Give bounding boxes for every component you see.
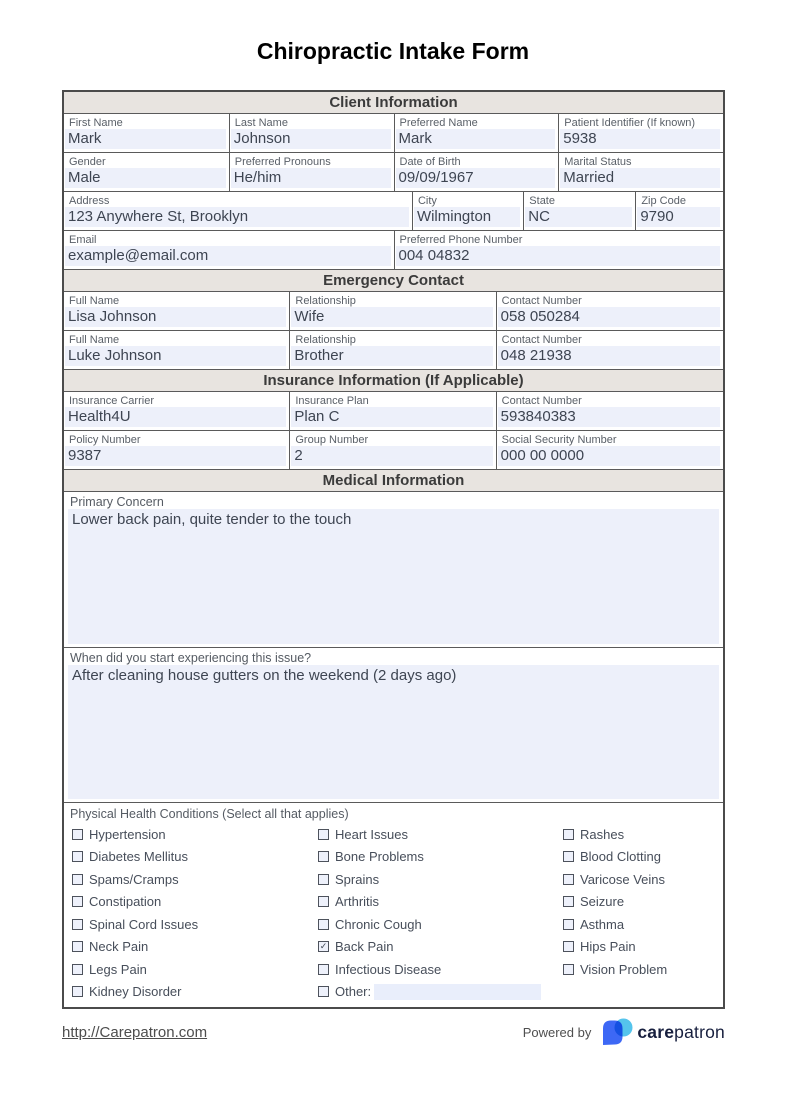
field-patient-identifier [558, 114, 723, 152]
ec1-full-name-label: Full Name [69, 295, 120, 307]
section-header-emergency-contact: Emergency Contact [64, 270, 723, 292]
state-label: State [529, 195, 555, 207]
group-number-label: Group Number [295, 434, 369, 446]
field-state [523, 192, 635, 230]
field-insurance-carrier [64, 392, 289, 430]
field-preferred-pronouns [229, 153, 394, 191]
condition-varicose-veins [563, 868, 719, 891]
ec2-contact-number-label: Contact Number [501, 334, 582, 346]
condition-heart-issues [318, 823, 563, 846]
checkbox-unchecked-icon[interactable] [563, 919, 574, 930]
condition-legs-pain [72, 958, 318, 981]
checkbox-unchecked-icon[interactable] [563, 896, 574, 907]
condition-label: Diabetes Mellitus [89, 849, 188, 865]
field-ec1-full-name [64, 292, 289, 330]
checkbox-unchecked-icon[interactable] [72, 941, 83, 952]
other-input[interactable] [374, 984, 541, 1000]
insurance-contact-number-input[interactable]: 593840383 [498, 407, 720, 427]
condition-label: Spinal Cord Issues [89, 916, 199, 932]
condition-label: Infectious Disease [335, 961, 442, 977]
ec2-relationship-label: Relationship [295, 334, 356, 346]
checkbox-unchecked-icon[interactable] [72, 986, 83, 997]
preferred-name-label: Preferred Name [399, 117, 478, 129]
condition-label: Blood Clotting [580, 849, 661, 865]
powered-by [523, 1017, 725, 1047]
city-label: City [417, 195, 437, 207]
insurance-carrier-input[interactable]: Health4U [65, 407, 286, 427]
checkbox-unchecked-icon[interactable] [72, 964, 83, 975]
condition-back-pain [318, 936, 563, 959]
checkbox-unchecked-icon[interactable] [72, 874, 83, 885]
checkmark-icon: ✓ [319, 941, 328, 952]
first-name-input[interactable]: Mark [65, 129, 226, 149]
zip-code-label: Zip Code [641, 195, 686, 207]
carepatron-link[interactable]: http://Carepatron.com [62, 1023, 208, 1041]
social-security-number-label: Social Security Number [501, 434, 617, 446]
gender-input[interactable]: Male [65, 168, 226, 188]
social-security-number-input[interactable]: 000 00 0000 [498, 446, 720, 466]
condition-vision-problem [563, 958, 719, 981]
condition-neck-pain [72, 936, 318, 959]
section-header-client-information: Client Information [64, 92, 723, 114]
field-date-of-birth [394, 153, 559, 191]
insurance-plan-label: Insurance Plan [295, 395, 369, 407]
checkbox-unchecked-icon[interactable] [72, 829, 83, 840]
field-email [64, 231, 394, 269]
ec1-relationship-label: Relationship [295, 295, 356, 307]
field-ec2-full-name [64, 331, 289, 369]
condition-label: Sprains [335, 871, 380, 887]
insurance-contact-number-label: Contact Number [501, 395, 582, 407]
conditions-column-1 [72, 823, 318, 1003]
field-marital-status [558, 153, 723, 191]
ec1-contact-number-input[interactable]: 058 050284 [498, 307, 720, 327]
page-title: Chiropractic Intake Form [256, 38, 530, 64]
checkbox-unchecked-icon[interactable] [563, 964, 574, 975]
condition-label: Seizure [580, 894, 625, 910]
condition-hypertension [72, 823, 318, 846]
city-input[interactable]: Wilmington [414, 207, 520, 227]
insurance-row-1 [64, 392, 723, 431]
condition-label: Legs Pain [89, 961, 147, 977]
checkbox-unchecked-icon[interactable] [318, 964, 329, 975]
checkbox-unchecked-icon[interactable] [318, 986, 329, 997]
checkbox-unchecked-icon[interactable] [563, 941, 574, 952]
client-row-3 [64, 192, 723, 231]
intake-form [62, 90, 725, 1009]
condition-blood-clotting [563, 846, 719, 869]
footer [62, 1017, 725, 1047]
primary-concern-label: Primary Concern [70, 495, 164, 509]
condition-label: Hypertension [89, 826, 166, 842]
condition-bone-problems [318, 846, 563, 869]
condition-label: Other: [335, 984, 372, 1000]
preferred-pronouns-input[interactable]: He/him [231, 168, 391, 188]
field-gender [64, 153, 229, 191]
emergency-contact-row-2 [64, 331, 723, 370]
condition-constipation [72, 891, 318, 914]
field-preferred-phone [394, 231, 724, 269]
client-row-4 [64, 231, 723, 270]
checkbox-checked-icon[interactable] [318, 941, 329, 952]
condition-diabetes-mellitus [72, 846, 318, 869]
preferred-pronouns-label: Preferred Pronouns [234, 156, 331, 168]
issue-start-textarea[interactable]: After cleaning house gutters on the weekend (2 days ago) [68, 665, 719, 799]
condition-label: Spams/Cramps [89, 871, 179, 887]
checkbox-unchecked-icon[interactable] [72, 896, 83, 907]
condition-label: Heart Issues [335, 826, 408, 842]
field-first-name [64, 114, 229, 152]
condition-chronic-cough [318, 913, 563, 936]
checkbox-unchecked-icon[interactable] [318, 851, 329, 862]
ec2-contact-number-input[interactable]: 048 21938 [498, 346, 720, 366]
field-ec2-relationship [289, 331, 495, 369]
last-name-input[interactable]: Johnson [231, 129, 391, 149]
conditions-column-2 [318, 823, 563, 1003]
condition-kidney-disorder [72, 981, 318, 1004]
policy-number-input[interactable]: 9387 [65, 446, 286, 466]
last-name-label: Last Name [234, 117, 288, 129]
condition-infectious-disease [318, 958, 563, 981]
emergency-contact-row-1 [64, 292, 723, 331]
brand-care: care [637, 1021, 675, 1042]
condition-label: Arthritis [335, 894, 380, 910]
client-row-1 [64, 114, 723, 153]
preferred-phone-label: Preferred Phone Number [399, 234, 523, 246]
section-header-medical-information: Medical Information [64, 470, 723, 492]
field-ec1-relationship [289, 292, 495, 330]
conditions-column-3 [563, 823, 719, 1003]
checkbox-unchecked-icon[interactable] [318, 874, 329, 885]
first-name-label: First Name [69, 117, 123, 129]
date-of-birth-label: Date of Birth [399, 156, 461, 168]
preferred-phone-input[interactable]: 004 04832 [396, 246, 721, 266]
checkbox-unchecked-icon[interactable] [318, 829, 329, 840]
condition-label: Neck Pain [89, 939, 149, 955]
field-insurance-plan [289, 392, 495, 430]
condition-label: Chronic Cough [335, 916, 422, 932]
email-input[interactable]: example@email.com [65, 246, 391, 266]
field-address [64, 192, 412, 230]
insurance-row-2 [64, 431, 723, 470]
marital-status-label: Marital Status [564, 156, 632, 168]
condition-label: Rashes [580, 826, 625, 842]
ec1-contact-number-label: Contact Number [501, 295, 582, 307]
client-row-2 [64, 153, 723, 192]
condition-label: Kidney Disorder [89, 984, 182, 1000]
carepatron-logo-icon [600, 1017, 634, 1047]
brand-patron: patron [674, 1021, 725, 1042]
powered-by-text: Powered by [522, 1024, 592, 1040]
checkbox-unchecked-icon[interactable] [563, 874, 574, 885]
condition-label: Asthma [580, 916, 625, 932]
condition-label: Hips Pain [580, 939, 636, 955]
condition-label: Bone Problems [335, 849, 424, 865]
section-header-insurance-information: Insurance Information (If Applicable) [64, 370, 723, 392]
condition-seizure [563, 891, 719, 914]
condition-asthma [563, 913, 719, 936]
ec2-full-name-label: Full Name [69, 334, 120, 346]
field-policy-number [64, 431, 289, 469]
checkbox-unchecked-icon[interactable] [563, 829, 574, 840]
insurance-carrier-label: Insurance Carrier [69, 395, 154, 407]
issue-start-block [64, 648, 723, 803]
primary-concern-textarea[interactable]: Lower back pain, quite tender to the touch [68, 509, 719, 644]
issue-start-label: When did you start experiencing this issue? [70, 651, 312, 665]
patient-identifier-label: Patient Identifier (If known) [564, 117, 696, 129]
checkbox-unchecked-icon[interactable] [563, 851, 574, 862]
policy-number-label: Policy Number [69, 434, 141, 446]
field-zip-code [635, 192, 723, 230]
patient-identifier-input[interactable]: 5938 [560, 129, 720, 149]
address-label: Address [69, 195, 110, 207]
date-of-birth-input[interactable]: 09/09/1967 [396, 168, 556, 188]
checkbox-unchecked-icon[interactable] [318, 919, 329, 930]
preferred-name-input[interactable]: Mark [396, 129, 556, 149]
checkbox-unchecked-icon[interactable] [72, 919, 83, 930]
zip-code-input[interactable]: 9790 [637, 207, 720, 227]
condition-label: Back Pain [335, 939, 394, 955]
condition-sprains [318, 868, 563, 891]
condition-arthritis [318, 891, 563, 914]
condition-label: Constipation [89, 894, 162, 910]
ec2-relationship-input[interactable]: Brother [291, 346, 492, 366]
insurance-plan-input[interactable]: Plan C [291, 407, 492, 427]
condition-label: Varicose Veins [580, 871, 666, 887]
group-number-input[interactable]: 2 [291, 446, 492, 466]
condition-other [318, 981, 563, 1004]
field-ec1-contact-number [496, 292, 723, 330]
condition-hips-pain [563, 936, 719, 959]
field-last-name [229, 114, 394, 152]
field-preferred-name [394, 114, 559, 152]
field-group-number [289, 431, 495, 469]
checkbox-unchecked-icon[interactable] [72, 851, 83, 862]
physical-health-conditions-label: Physical Health Conditions (Select all that applies) [70, 807, 349, 821]
condition-spinal-cord-issues [72, 913, 318, 936]
address-input[interactable]: 123 Anywhere St, Brooklyn [65, 207, 409, 227]
ec2-full-name-input[interactable]: Luke Johnson [65, 346, 286, 366]
primary-concern-block [64, 492, 723, 648]
physical-health-conditions-block [64, 803, 723, 1007]
marital-status-input[interactable]: Married [560, 168, 720, 188]
condition-rashes [563, 823, 719, 846]
field-city [412, 192, 523, 230]
ec1-full-name-input[interactable]: Lisa Johnson [65, 307, 286, 327]
condition-label: Vision Problem [580, 961, 668, 977]
field-insurance-contact-number [496, 392, 723, 430]
field-ec2-contact-number [496, 331, 723, 369]
carepatron-wordmark [637, 1022, 725, 1043]
email-label: Email [69, 234, 97, 246]
checkbox-unchecked-icon[interactable] [318, 896, 329, 907]
conditions-grid [64, 822, 723, 1007]
ec1-relationship-input[interactable]: Wife [291, 307, 492, 327]
state-input[interactable]: NC [525, 207, 632, 227]
gender-label: Gender [69, 156, 106, 168]
condition-spams-cramps [72, 868, 318, 891]
field-social-security-number [496, 431, 723, 469]
